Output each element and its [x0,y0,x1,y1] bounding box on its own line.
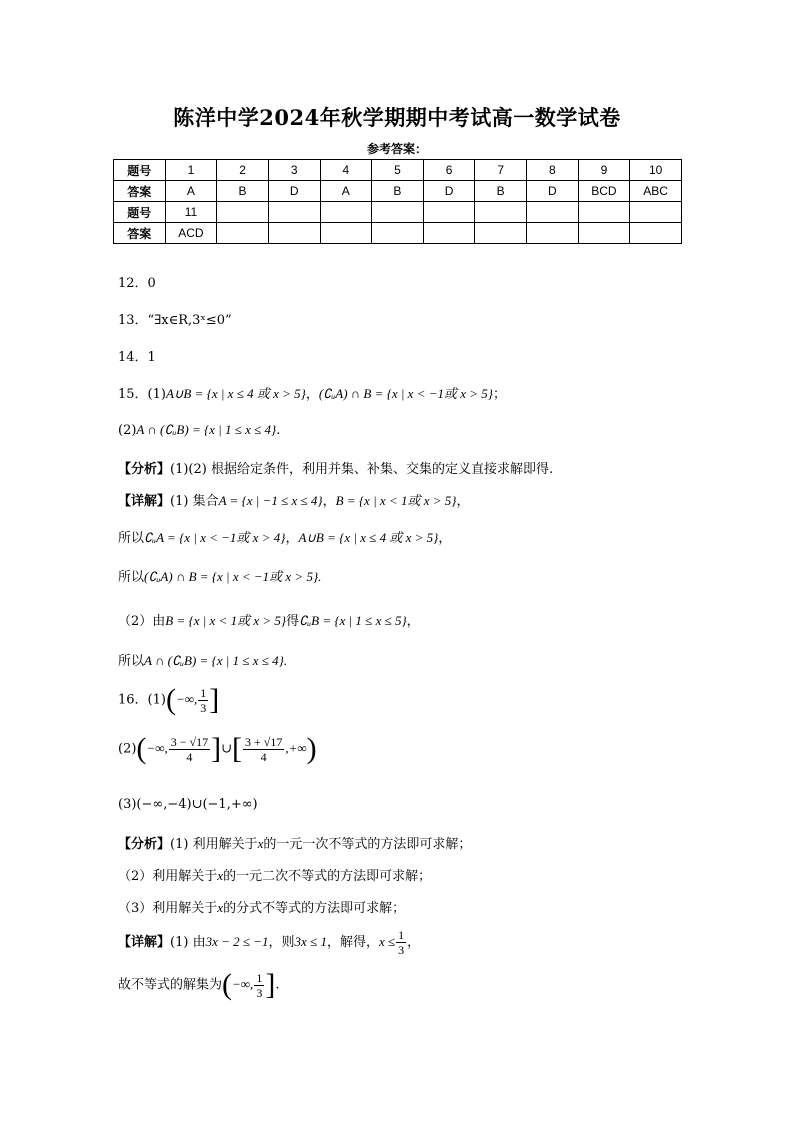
answer-13: 13．“∃x∈R,3ˣ≤0” [118,313,232,328]
table-cell: 10 [630,160,682,181]
table-cell: 8 [527,160,579,181]
table-cell: B [475,181,527,202]
table-cell [578,202,630,223]
analysis-16: 【分析】(1) 利用解关于x的一元一次不等式的方法即可求解； [118,836,472,852]
detail-15: 【详解】(1) 集合A = {x | −1 ≤ x ≤ 4}，B = {x | x < 1或 x > 5}， [118,493,470,509]
page-title: 陈洋中学2024年秋学期期中考试高一数学试卷 [173,105,621,130]
table-cell: 4 [320,160,372,181]
detail-15-step3: 所以A ∩ (∁ᵤB) = {x | 1 ≤ x ≤ 4}. [118,653,288,669]
table-cell: 2 [217,160,269,181]
table-cell: 11 [165,202,217,223]
table-cell [423,223,475,244]
table-cell [423,202,475,223]
row-header-cell: 题号 [114,202,166,223]
analysis-15: 【分析】(1)(2) 根据给定条件，利用并集、补集、交集的定义直接求解即得. [118,462,554,477]
table-cell [372,202,424,223]
table-row [114,160,682,181]
table-cell: A [165,181,217,202]
table-cell: B [372,181,424,202]
table-cell [268,223,320,244]
table-cell: 5 [372,160,424,181]
answer-16-part3: (3)(−∞,−4)∪(−1,+∞) [118,797,258,812]
table-cell [527,202,579,223]
answer-15-part2: (2)A ∩ (∁ᵤB) = {x | 1 ≤ x ≤ 4}. [118,422,281,438]
answer-16-part2: (2)(−∞, $\frac{3 - √17}{4}$ ]∪[ $\frac{3 + √17}{4}$ ,+∞) [118,732,317,765]
fraction: $\frac{1}{3}$ [398,928,405,957]
table-cell: BCD [578,181,630,202]
fraction: $\frac{1}{3}$ [256,970,263,1000]
table-cell [475,202,527,223]
table-cell: D [268,181,320,202]
table-cell: 7 [475,160,527,181]
table-cell: D [527,181,579,202]
table-cell [527,223,579,244]
table-row [114,202,682,223]
fraction: $\frac{3 + √17}{4}$ [244,734,283,764]
table-cell [630,223,682,244]
detail-16-conclusion: 故不等式的解集为(−∞, $\frac{1}{3}$ ]. [118,968,280,1001]
fraction: $\frac{1}{3}$ [200,685,207,715]
table-cell [217,223,269,244]
table-cell [217,202,269,223]
table-cell [578,223,630,244]
detail-15-part2: （2）由B = {x | x < 1或 x > 5}得∁ᵤB = {x | 1 ≤ x ≤ 5}， [118,613,420,629]
table-cell [372,223,424,244]
row-header-cell: 答案 [114,223,166,244]
answer-table [113,159,682,244]
answer-12: 12．0 [118,276,156,291]
table-cell [630,202,682,223]
answer-14: 14．1 [118,350,156,365]
answer-16-part1: 16．(1)(−∞, $\frac{1}{3}$ ] [118,683,220,716]
row-header-cell: 题号 [114,160,166,181]
table-cell [268,202,320,223]
table-cell: 9 [578,160,630,181]
table-cell [475,223,527,244]
table-cell: B [217,181,269,202]
detail-15-step1: 所以∁ᵤA = {x | x < −1或 x > 4}，A∪B = {x | x ≤ 4 或 x > 5}， [118,530,452,546]
table-cell: ABC [630,181,682,202]
detail-16: 【详解】(1) 由3x − 2 ≤ −1，则3x ≤ 1，解得，x ≤ $\frac{1}{3}$ ， [118,928,421,957]
fraction: $\frac{3 - √17}{4}$ [170,734,209,764]
table-cell [320,202,372,223]
table-cell: ACD [165,223,217,244]
analysis-16-part3: （3）利用解关于x的分式不等式的方法即可求解； [118,900,406,916]
table-cell: A [320,181,372,202]
analysis-16-part2: （2）利用解关于x的一元二次不等式的方法即可求解； [118,868,432,884]
table-cell [320,223,372,244]
table-cell: D [423,181,475,202]
table-cell: 1 [165,160,217,181]
table-row [114,181,682,202]
row-header-cell: 答案 [114,181,166,202]
table-cell: 6 [423,160,475,181]
table-cell: 3 [268,160,320,181]
table-row [114,223,682,244]
answer-15-part1: 15．(1)A∪B = {x | x ≤ 4 或 x > 5}，(∁ᵤA) ∩ B = {x | x < −1或 x > 5}； [118,386,506,402]
answer-key-subtitle: 参考答案： [366,142,427,156]
detail-15-step2: 所以(∁ᵤA) ∩ B = {x | x < −1或 x > 5}. [118,569,322,585]
